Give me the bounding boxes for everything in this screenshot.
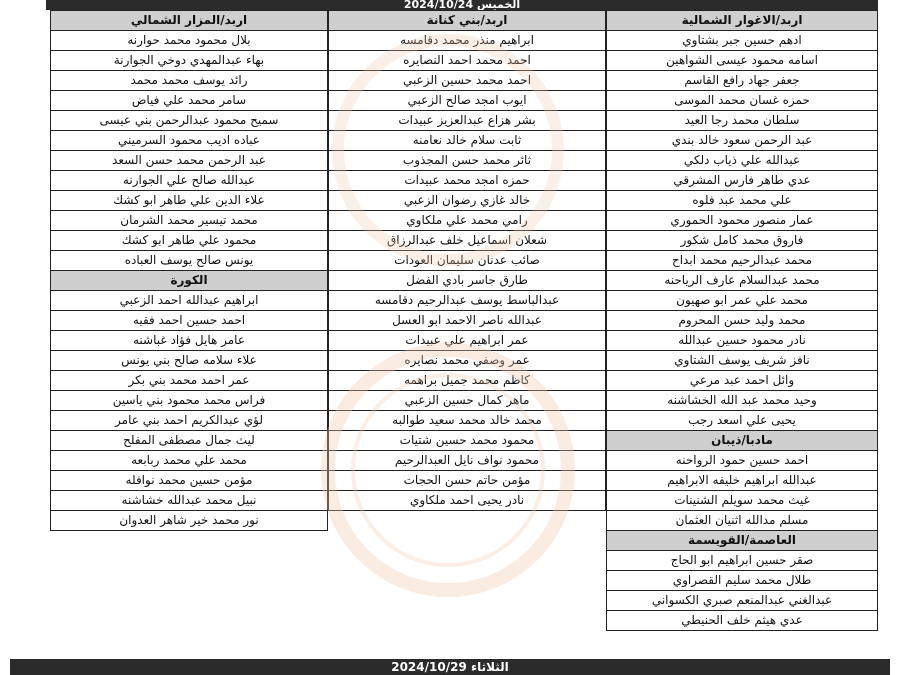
name-cell: نافز شريف يوسف الشتاوي [607,351,878,371]
name-cell: ادهم حسين جبر بشتاوي [607,31,878,51]
name-cell: رائد يوسف محمد محمد [51,71,328,91]
name-cell: ليث جمال مصطفى المفلح [51,431,328,451]
table-row [607,351,878,371]
table-row [329,151,606,171]
name-cell: احمد حسين حمود الرواحنه [607,451,878,471]
table-row [51,191,328,211]
table-row [607,371,878,391]
name-cell: سميح محمود عبدالرحمن بني عيسى [51,111,328,131]
table-row [607,231,878,251]
name-cell: محمود نواف نايل العبدالرحيم [329,451,606,471]
table-row [51,431,328,451]
name-cell: عبدالباسط يوسف عبدالرحيم دقامسه [329,291,606,311]
table-row [607,51,878,71]
name-cell: بشر هزاع عبدالعزيز عبيدات [329,111,606,131]
table-row [51,391,328,411]
left-column-table [50,10,328,531]
bottom-date-text: الثلاثاء 2024/10/29 [391,660,509,674]
section-title: اربد/الاغوار الشمالية [607,11,878,31]
section-title: الكورة [51,271,328,291]
middle-column-table [328,10,606,511]
name-cell: مؤمن حاتم حسن الحجات [329,471,606,491]
table-row [51,31,328,51]
table-row [607,171,878,191]
table-row [51,111,328,131]
table-row [329,371,606,391]
name-cell: عبد الرحمن محمد حسن السعد [51,151,328,171]
table-row [329,111,606,131]
name-cell: مسلم مدالله اثنيان العثمان [607,511,878,531]
right-column-table [606,10,878,631]
table-row [329,211,606,231]
table-row [607,391,878,411]
name-cell: عدي هيثم خلف الحنيطي [607,611,878,631]
name-cell: عمر وصفي محمد نصايره [329,351,606,371]
table-row [329,191,606,211]
name-cell: يحيى علي اسعد رجب [607,411,878,431]
table-row [329,51,606,71]
name-cell: طارق جاسر بادي الفضل [329,271,606,291]
table-row [607,551,878,571]
name-cell: احمد محمد حسين الزعبي [329,71,606,91]
name-cell: عبدالله ابراهيم خليفه الابراهيم [607,471,878,491]
name-cell: محمد علي محمد ربابعه [51,451,328,471]
table-row [607,411,878,431]
name-cell: ماهر كمال حسين الزعبي [329,391,606,411]
table-row [607,591,878,611]
name-cell: عمر ابراهيم علي عبيدات [329,331,606,351]
table-row [607,291,878,311]
section-title: اربد/المزار الشمالي [51,11,328,31]
name-cell: بلال محمود محمد حوارنه [51,31,328,51]
name-cell: علي محمد عبد فلوه [607,191,878,211]
name-cell: ثابت سلام خالد نعامنه [329,131,606,151]
table-row [329,251,606,271]
name-cell: جعفر جهاد رافع القاسم [607,71,878,91]
name-cell: ابراهيم منذر محمد دقامسه [329,31,606,51]
name-cell: لؤي عبدالكريم احمد بني عامر [51,411,328,431]
table-row [51,331,328,351]
name-cell: محمود محمد حسين شتيات [329,431,606,451]
name-cell: محمد تيسير محمد الشرمان [51,211,328,231]
name-cell: ايوب امجد صالح الزعبي [329,91,606,111]
table-row [51,51,328,71]
name-cell: غيث محمد سويلم الشنينات [607,491,878,511]
table-row [329,351,606,371]
name-cell: حمزه امجد محمد عبيدات [329,171,606,191]
table-row [51,171,328,191]
name-cell: عبدالله علي ذياب دلكي [607,151,878,171]
top-date-bar [46,0,878,10]
name-cell: نبيل محمد عبدالله خشاشنه [51,491,328,511]
table-row [329,71,606,91]
table-row [329,91,606,111]
name-cell: محمد عبدالسلام عارف الرياحنه [607,271,878,291]
name-cell: مؤمن حسين محمد نوافله [51,471,328,491]
table-row [607,71,878,91]
table-row [329,331,606,351]
section-title: العاصمة/القويسمة [607,531,878,551]
section-header-row [51,271,328,291]
name-cell: عباده اديب محمود السرميني [51,131,328,151]
section-title: مادبا/ذيبان [607,431,878,451]
name-cell: ثائر محمد حسن المجذوب [329,151,606,171]
name-cell: رامي محمد علي ملكاوي [329,211,606,231]
name-cell: علاء سلامه صالح بني يونس [51,351,328,371]
name-cell: نادر يحيى احمد ملكاوي [329,491,606,511]
section-header-row [607,431,878,451]
table-row [607,511,878,531]
table-row [51,251,328,271]
table-row [607,111,878,131]
table-row [607,471,878,491]
name-cell: عامر هايل فؤاد غباشنه [51,331,328,351]
table-row [329,311,606,331]
table-row [51,451,328,471]
name-cell: احمد حسين احمد فقيه [51,311,328,331]
name-cell: وائل احمد عبد مرعي [607,371,878,391]
name-cell: محمد عبدالرحيم محمد ابداح [607,251,878,271]
table-row [51,511,328,531]
table-row [51,411,328,431]
table-row [329,431,606,451]
name-cell: خالد غازي رضوان الزعبي [329,191,606,211]
name-cell: محمد خالد محمد سعيد طوالبه [329,411,606,431]
name-cell: عبدالله صالح علي الجوارنه [51,171,328,191]
name-cell: محمد وليد حسن المحروم [607,311,878,331]
table-row [51,151,328,171]
table-row [607,611,878,631]
table-row [329,271,606,291]
table-row [329,31,606,51]
table-row [607,571,878,591]
table-row [329,291,606,311]
name-cell: سلطان محمد رجا العيد [607,111,878,131]
name-cell: سامر محمد علي فياض [51,91,328,111]
table-row [329,491,606,511]
table-row [51,351,328,371]
section-header-row [607,11,878,31]
table-row [607,451,878,471]
name-cell: نور محمد خير شاهر العدوان [51,511,328,531]
name-cell: شعلان اسماعيل خلف عبدالرزاق [329,231,606,251]
table-row [51,491,328,511]
section-header-row [329,11,606,31]
table-row [51,311,328,331]
name-cell: عدي طاهر فارس المشرقي [607,171,878,191]
name-cell: بهاء عبدالمهدي دوخي الجوارنة [51,51,328,71]
table-row [607,251,878,271]
table-row [607,211,878,231]
table-row [329,171,606,191]
table-row [329,131,606,151]
name-cell: حمزه غسان محمد الموسى [607,91,878,111]
name-cell: عبدالله ناصر الاحمد ابو العسل [329,311,606,331]
table-row [607,151,878,171]
name-cell: صقر حسين ابراهيم ابو الحاج [607,551,878,571]
name-cell: اسامه محمود عيسى الشواهين [607,51,878,71]
table-row [51,231,328,251]
name-cell: يونس صالح يوسف العباده [51,251,328,271]
name-cell: عبدالغني عبدالمنعم صبري الكسواني [607,591,878,611]
table-row [607,491,878,511]
table-row [607,131,878,151]
table-row [51,371,328,391]
name-cell: احمد محمد احمد النصايره [329,51,606,71]
name-cell: ابراهيم عبدالله احمد الزعبي [51,291,328,311]
table-row [607,191,878,211]
name-cell: محمود علي طاهر ابو كشك [51,231,328,251]
name-cell: وحيد محمد عبد الله الخشاشنه [607,391,878,411]
table-row [329,411,606,431]
name-cell: علاء الدين علي طاهر ابو كشك [51,191,328,211]
table-row [51,71,328,91]
section-header-row [51,11,328,31]
table-row [607,91,878,111]
table-row [51,291,328,311]
name-cell: نادر محمود حسين عبدالله [607,331,878,351]
top-date-text: الخميس 2024/10/24 [403,0,521,10]
bottom-date-bar [10,659,890,675]
table-row [329,471,606,491]
section-header-row [607,531,878,551]
name-cell: صائب عدنان سليمان العودات [329,251,606,271]
name-cell: فاروق محمد كامل شكور [607,231,878,251]
section-title: اربد/بني كنانة [329,11,606,31]
table-row [51,131,328,151]
name-cell: فراس محمد محمود بني ياسين [51,391,328,411]
table-row [607,331,878,351]
table-row [329,391,606,411]
table-row [607,31,878,51]
table-row [329,231,606,251]
name-cell: عبد الرحمن سعود خالد بندي [607,131,878,151]
name-cell: طلال محمد سليم القصراوي [607,571,878,591]
table-row [607,311,878,331]
name-cell: عمر احمد محمد بني بكر [51,371,328,391]
table-row [51,211,328,231]
name-cell: كاظم محمد جميل براهمه [329,371,606,391]
table-row [329,451,606,471]
table-row [607,271,878,291]
table-row [51,471,328,491]
table-row [51,91,328,111]
name-cell: محمد علي عمر ابو صهيون [607,291,878,311]
name-cell: عمار منصور محمود الحموري [607,211,878,231]
